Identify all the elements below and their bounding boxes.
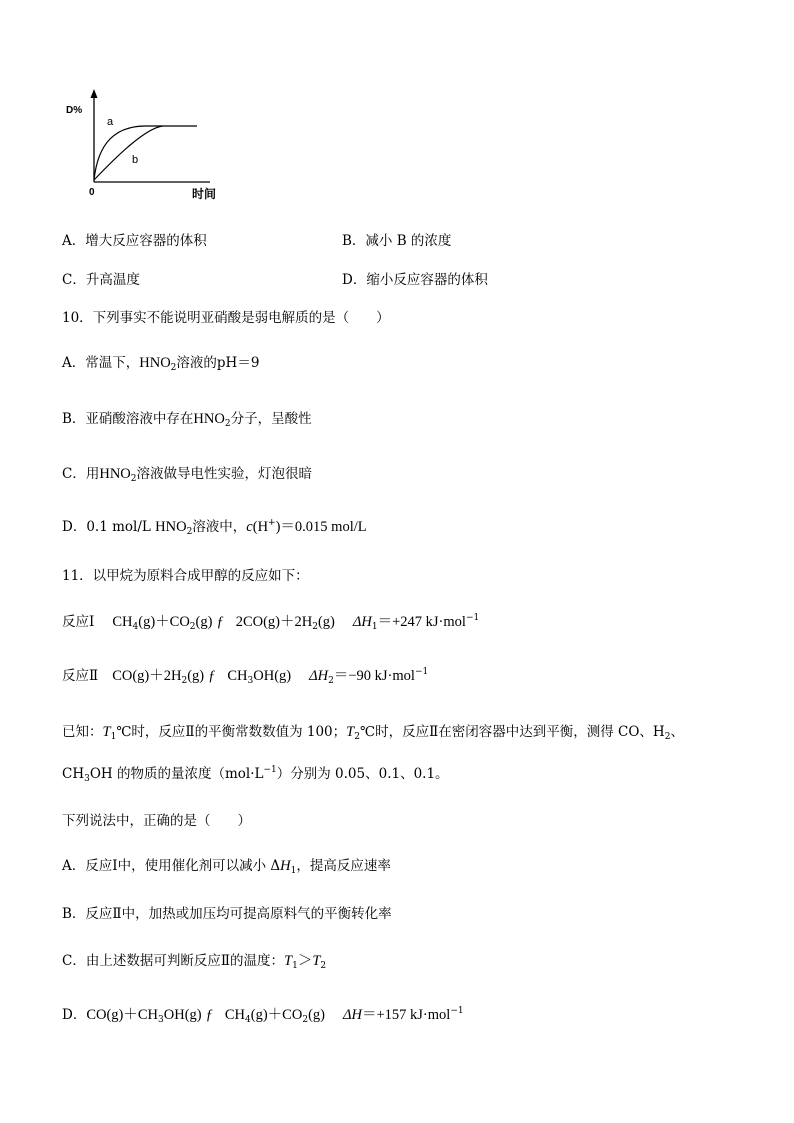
formula: HNO (155, 519, 187, 535)
text: 已知： (62, 724, 103, 740)
text: ）分别为 0.05、0.1、0.1。 (276, 766, 449, 782)
text: ℃时，反应Ⅱ的平衡常数数值为 100； (116, 724, 347, 740)
q9-option-d: D．缩小反应容器的体积 (342, 272, 488, 288)
curve-a-label: a (107, 116, 114, 128)
subscript: 3 (158, 1015, 164, 1025)
text: A．反应Ⅰ中，使用催化剂可以减小 Δ (62, 858, 281, 874)
q11-option-b: B．反应Ⅱ中，加热或加压均可提高原料气的平衡转化率 (62, 906, 392, 922)
value: ＝−90 kJ·mol (333, 668, 415, 684)
curve-b-label: b (132, 154, 139, 166)
formula: 2CO(g)＋2H (235, 614, 313, 630)
y-axis-label: D% (66, 105, 83, 116)
superscript: −1 (263, 765, 277, 775)
text: OH 的物质的量浓度（mol·L (89, 766, 264, 782)
formula: (g) (317, 614, 335, 630)
q11-option-c (62, 949, 326, 971)
text: A．常温下， (62, 355, 140, 371)
delta-h: ΔH (342, 1007, 362, 1023)
subscript: 2 (189, 622, 196, 632)
text: D．0.1 mol/L (62, 519, 156, 535)
subscript: 2 (312, 622, 318, 632)
q10-option-b (62, 407, 312, 429)
q11-option-d (62, 1003, 464, 1025)
variable-h: H (280, 858, 291, 874)
q11-known-line-2 (62, 762, 449, 784)
y-axis-arrow (91, 89, 98, 98)
q10-option-c (62, 462, 312, 484)
variable-c: c (246, 519, 253, 535)
formula: CO(g)＋CH (86, 1007, 159, 1023)
q9-option-b: B．减小 B 的浓度 (342, 233, 452, 249)
subscript: 2 (181, 676, 188, 686)
formula: (g)＋CO (138, 614, 190, 630)
subscript: 2 (224, 419, 231, 429)
variable-t: T (284, 953, 293, 969)
formula: HNO (139, 355, 171, 371)
reaction-label: 反应Ⅰ (62, 614, 95, 630)
formula: (g)＋CO (250, 1007, 303, 1023)
text: CH (62, 766, 85, 782)
q11-stem: 11．以甲烷为原料合成甲醇的反应如下： (62, 568, 309, 584)
text: C．用 (62, 466, 100, 482)
x-axis-label: 时间 (192, 187, 217, 201)
subscript: 2 (328, 676, 334, 686)
text: 溶液的pH＝9 (176, 355, 260, 371)
variable-t: T (102, 724, 111, 740)
subscript: 2 (170, 363, 177, 373)
formula: (g) (187, 668, 205, 684)
text: B．亚硝酸溶液中存在 (62, 411, 194, 427)
subscript: 2 (664, 732, 671, 742)
subscript: 2 (354, 732, 360, 742)
superscript: −1 (414, 667, 429, 677)
q11-ask: 下列说法中，正确的是（ ） (62, 813, 251, 829)
subscript: 1 (110, 732, 117, 742)
q10-option-a (62, 351, 259, 373)
subscript: 2 (320, 961, 327, 971)
equilibrium-arrow: ƒ (205, 1007, 213, 1023)
formula: HNO (99, 466, 131, 482)
equilibrium-arrow: ƒ (208, 668, 216, 684)
value: ＝+247 kJ·mol (377, 614, 466, 630)
delta-h: ΔH (352, 614, 372, 630)
q9-option-c: C．升高温度 (62, 272, 140, 288)
formula: (g) (195, 614, 213, 630)
superscript: + (268, 518, 276, 528)
subscript: 2 (186, 527, 193, 537)
formula: CH (112, 614, 133, 630)
formula: (g) (308, 1007, 325, 1023)
subscript: 4 (132, 622, 139, 632)
value: ＝+157 kJ·mol (361, 1007, 451, 1023)
reaction-label: 反应Ⅱ (62, 668, 99, 684)
text: ，提高反应速率 (296, 858, 391, 874)
text: C．由上述数据可判断反应Ⅱ的温度： (62, 953, 285, 969)
subscript: 4 (245, 1015, 251, 1025)
q11-option-a (62, 854, 391, 876)
superscript: −1 (450, 1006, 464, 1016)
q11-reaction-1 (62, 610, 479, 632)
subscript: 1 (371, 622, 378, 632)
text: D． (62, 1007, 87, 1023)
greater-than: ＞ (297, 953, 313, 969)
text: 溶液中， (192, 519, 247, 535)
subscript: 1 (292, 961, 298, 971)
text: 溶液做导电性实验，灯泡很暗 (136, 466, 312, 482)
origin-label: 0 (89, 187, 95, 198)
formula: CH (227, 668, 248, 684)
subscript: 1 (290, 866, 297, 876)
formula: CO(g)＋2H (112, 668, 182, 684)
equilibrium-arrow: ƒ (216, 614, 224, 630)
variable-t: T (312, 953, 321, 969)
formula: (H (252, 519, 269, 535)
variable-t: T (346, 724, 355, 740)
q10-option-d (62, 515, 367, 537)
text: 分子，呈酸性 (230, 411, 312, 427)
q10-stem: 10．下列事实不能说明亚硝酸是弱电解质的是（ ） (62, 310, 390, 326)
d-percent-time-graph (60, 88, 260, 203)
formula: OH(g) (163, 1007, 202, 1023)
text: ℃时，反应Ⅱ在密闭容器中达到平衡，测得 CO、H (359, 724, 665, 740)
formula: CH (224, 1007, 246, 1023)
subscript: 3 (84, 774, 90, 784)
q11-known-line-1 (62, 720, 684, 742)
formula: OH(g) (253, 668, 292, 684)
superscript: −1 (465, 613, 480, 623)
subscript: 2 (130, 474, 137, 484)
text: )＝0.015 mol/L (275, 519, 367, 535)
text: 、 (670, 724, 684, 740)
formula: HNO (193, 411, 225, 427)
q11-reaction-2 (62, 664, 428, 686)
q9-option-a: A．增大反应容器的体积 (62, 233, 207, 249)
subscript: 2 (302, 1015, 309, 1025)
curve-b (94, 126, 163, 180)
subscript: 3 (247, 676, 254, 686)
delta-h: ΔH (309, 668, 329, 684)
